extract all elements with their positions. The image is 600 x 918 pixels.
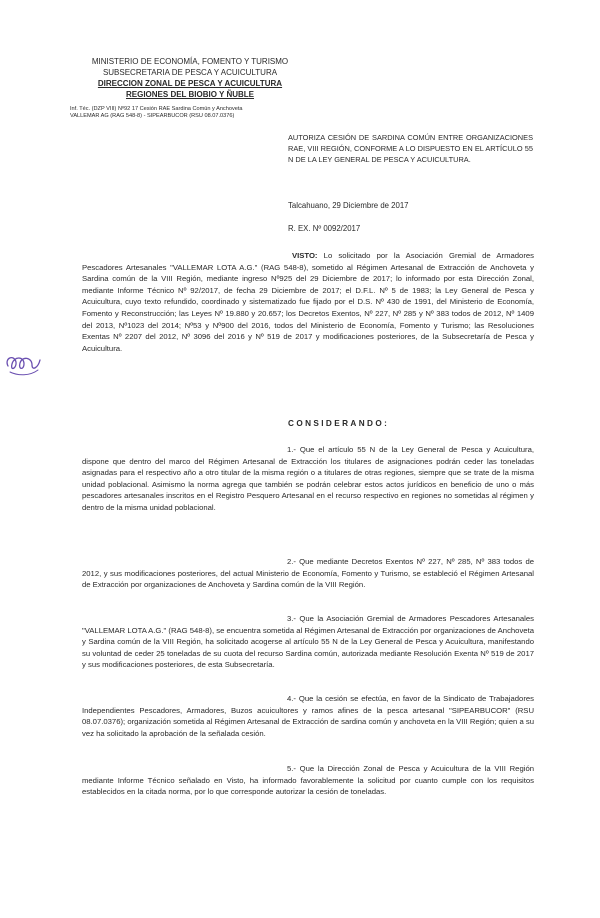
ministry-line: MINISTERIO DE ECONOMÍA, FOMENTO Y TURISMO [91,57,289,66]
zonal-direction-line: DIRECCION ZONAL DE PESCA Y ACUICULTURA [97,79,283,88]
visto-text: Lo solicitado por la Asociación Gremial de Armadores Pescadores Artesanales "VALLEMAR LOTA A.G." (RAG 548-8), sometido al Régimen Artesanal de Extracción de Anchoveta y Sardina común de la VIII Región, mediante ingreso Nº925 del 29 Diciembre de 2017; lo informado por esta Dirección Zonal, mediante Informe Técnico Nº 92/2017, de fecha 29 Diciembre de 2017; el D.F.L. Nº 5 de 1983; la Ley General de Pesca y Acuicultura, cuyo texto refundido, coordinado y sistematizado fue fijado por el D.S. Nº 430 de 1991, del Ministerio de Economía, Fomento y Reconstrucción; las Leyes Nº 19.880 y 20.657; los Decretos Exentos, Nº 227, Nº 285 y Nº 383 todos de 2012, Nº 1409 del 2013, Nº1023 del 2014; Nº53 y Nº900 del 2016, todos del Ministerio de Economía, Fomento y Turismo; las Resoluciones Exentas Nº 2207 del 2012, Nº 3096 del 2016 y Nº 519 de 2017 y modificaciones posteriores, de la Subsecretaría de Pesca y Acuicultura. [82,251,534,353]
reference-note [70,106,243,120]
undersecretariat-line: SUBSECRETARIA DE PESCA Y ACUICULTURA [102,68,278,77]
considerando-1: 1.- Que el artículo 55 N de la Ley General de Pesca y Acuicultura, dispone que dentro del marco del Régimen Artesanal de Extracción los titulares de asignaciones podrán ceder las toneladas asignadas para el respectivo año a otro titular de la misma región o a titulares de otras regiones, siempre que se trate de la misma unidad poblacional. Asimismo la norma agrega que también se podrán celebrar estos actos jurídicos en beneficio de uno o más pescadores artesanales inscritos en el Registro Pesquero Artesanal en el recurso respectivo en regiones no sometidas al régimen y dentro de la misma unidad poblacional. [82,445,534,512]
considerando-4: 4.- Que la cesión se efectúa, en favor de la Sindicato de Trabajadores Independientes Pescadores, Armadores, Buzos acuicultores y ramos afines de la pesca artesanal "SIPEARBUCOR" (RSU 08.07.0376); organización sometida al Régimen Artesanal de Extracción de sardina común y anchoveta en la VIII Región; quien a su vez ha solicitado la aprobación de la señalada cesión. [82,694,534,738]
considerando-3: 3.- Que la Asociación Gremial de Armadores Pescadores Artesanales "VALLEMAR LOTA A.G." (RAG 548-8), se encuentra sometida al Régimen Artesanal de Extracción por organizaciones de Anchoveta y Sardina común de la VIII Región, ha solicitado acogerse al artículo 55 N de la Ley General de Pesca y Acuicultura, manifestando su voluntad de ceder 25 toneladas de su cuota del recurso Sardina común, autorizada mediante Resolución Exenta Nº 519 de 2017 y sus modificaciones posteriores, de esta Subsecretaría. [82,614,534,670]
resolution-subject: AUTORIZA CESIÓN DE SARDINA COMÚN ENTRE ORGANIZACIONES RAE, VIII REGIÓN, CONFORME A LO DISPUESTO EN EL ARTÍCULO 55 N DE LA LEY GENERAL DE PESCA Y ACUICULTURA. [288,133,533,164]
visto-paragraph [82,250,534,354]
reference-line-1: Inf. Téc. (DZP VIII) Nº92 17 Cesión RAE Sardina Común y Anchoveta [70,106,243,112]
considerando-5: 5.- Que la Dirección Zonal de Pesca y Acuicultura de la VIII Región mediante Informe Técnico señalado en Visto, ha informado favorablemente la solicitud por cuanto cumple con los requisitos establecidos en la citada norma, por lo que corresponde autorizar la cesión de toneladas. [82,764,534,797]
considerando-2: 2.- Que mediante Decretos Exentos Nº 227, Nº 285, Nº 383 todos de 2012, y sus modificaciones posteriores, del actual Ministerio de Economía, Fomento y Turismo, se estableció el Régimen Artesanal de Extracción por organizaciones de Anchoveta y Sardina común de la VIII Región. [82,557,534,590]
reference-line-2: VALLEMAR AG (RAG 548-8) - SIPEARBUCOR (RSU 08.07.0376) [70,113,235,119]
place-date: Talcahuano, 29 Diciembre de 2017 [288,201,409,210]
margin-initials-signature [2,346,44,380]
regions-line: REGIONES DEL BIOBIO Y ÑUBLE [125,90,255,99]
considerando-title: CONSIDERANDO: [288,419,390,428]
issuer-header [80,56,300,100]
visto-label: VISTO: [292,251,318,260]
resolution-number: R. EX. Nº 0092/2017 [288,224,361,233]
